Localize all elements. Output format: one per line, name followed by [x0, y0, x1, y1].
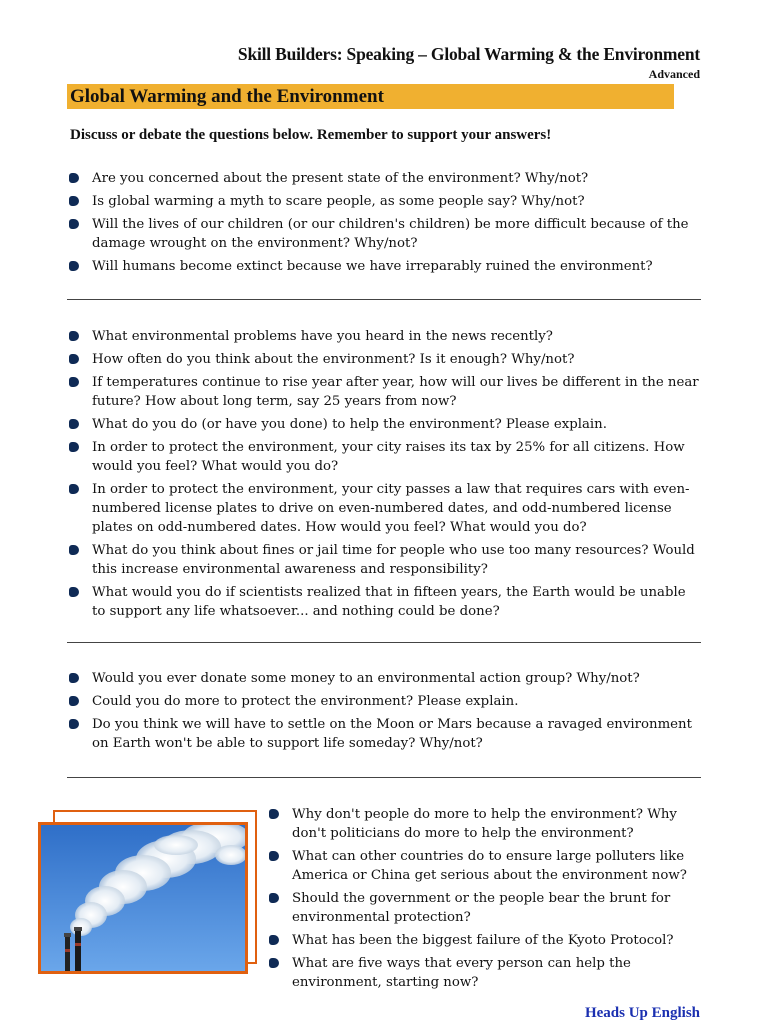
bullet-icon	[69, 673, 79, 683]
bullet-icon	[69, 173, 79, 183]
page-title: Global Warming and the Environment	[70, 86, 384, 107]
level-label: Advanced	[648, 67, 700, 81]
list-item: What has been the biggest failure of the Kyoto Protocol?	[267, 931, 701, 950]
list-item: What can other countries do to ensure large polluters like America or China get serious about the environment now?	[267, 847, 701, 885]
question-list-4	[267, 805, 701, 996]
bullet-icon	[69, 196, 79, 206]
list-item: What do you think about fines or jail time for people who use too many resources? Would this increase environmental awareness and responsibility?	[67, 541, 701, 579]
question-list-1	[67, 169, 701, 280]
bullet-icon	[69, 442, 79, 452]
list-item: Will humans become extinct because we have irreparably ruined the environment?	[67, 257, 701, 276]
question-list-2	[67, 327, 701, 625]
bullet-icon	[69, 331, 79, 341]
footer-brand: Heads Up English	[584, 1005, 700, 1021]
bullet-icon	[269, 935, 279, 945]
list-item: How often do you think about the environment? Is it enough? Why/not?	[67, 350, 701, 369]
list-item: In order to protect the environment, your city passes a law that requires cars with even-numbered license plates to drive on even-numbered dates, and odd-numbered license plates on odd-numbered dates. How would you feel? What would you do?	[67, 480, 701, 537]
question-list-3	[67, 669, 701, 757]
list-item: Could you do more to protect the environment? Please explain.	[67, 692, 701, 711]
bullet-icon	[269, 958, 279, 968]
list-item: What would you do if scientists realized that in fifteen years, the Earth would be unable to support any life whatsoever... and nothing could be done?	[67, 583, 701, 621]
section-divider	[67, 299, 701, 300]
list-item: What do you do (or have you done) to help the environment? Please explain.	[67, 415, 701, 434]
bullet-icon	[269, 893, 279, 903]
bullet-icon	[69, 377, 79, 387]
list-item: Why don't people do more to help the environment? Why don't politicians do more to help the environment?	[267, 805, 701, 843]
section-divider	[67, 777, 701, 778]
bullet-icon	[269, 809, 279, 819]
section-divider	[67, 642, 701, 643]
bullet-icon	[69, 354, 79, 364]
list-item: Is global warming a myth to scare people, as some people say? Why/not?	[67, 192, 701, 211]
list-item: If temperatures continue to rise year after year, how will our lives be different in the near future? How about long term, say 25 years from now?	[67, 373, 701, 411]
list-item: Should the government or the people bear the brunt for environmental protection?	[267, 889, 701, 927]
bullet-icon	[69, 545, 79, 555]
list-item: Do you think we will have to settle on the Moon or Mars because a ravaged environment on Earth won't be able to support life someday? Why/not?	[67, 715, 701, 753]
bullet-icon	[69, 587, 79, 597]
page-header-title: Skill Builders: Speaking – Global Warming & the Environment	[237, 44, 700, 64]
list-item: In order to protect the environment, your city raises its tax by 25% for all citizens. How would you feel? What would you do?	[67, 438, 701, 476]
list-item: Will the lives of our children (or our children's children) be more difficult because of the damage wrought on the environment? Why/not?	[67, 215, 701, 253]
bullet-icon	[69, 484, 79, 494]
bullet-icon	[69, 261, 79, 271]
list-item: What are five ways that every person can help the environment, starting now?	[267, 954, 701, 992]
title-bar	[67, 84, 674, 109]
bullet-icon	[69, 719, 79, 729]
instructions: Discuss or debate the questions below. Remember to support your answers!	[70, 127, 552, 143]
list-item: Would you ever donate some money to an environmental action group? Why/not?	[67, 669, 701, 688]
smokestack-image	[41, 825, 245, 971]
list-item: What environmental problems have you heard in the news recently?	[67, 327, 701, 346]
bullet-icon	[69, 419, 79, 429]
smokestack-photo	[38, 822, 248, 974]
list-item: Are you concerned about the present state of the environment? Why/not?	[67, 169, 701, 188]
bullet-icon	[69, 219, 79, 229]
bullet-icon	[69, 696, 79, 706]
bullet-icon	[269, 851, 279, 861]
